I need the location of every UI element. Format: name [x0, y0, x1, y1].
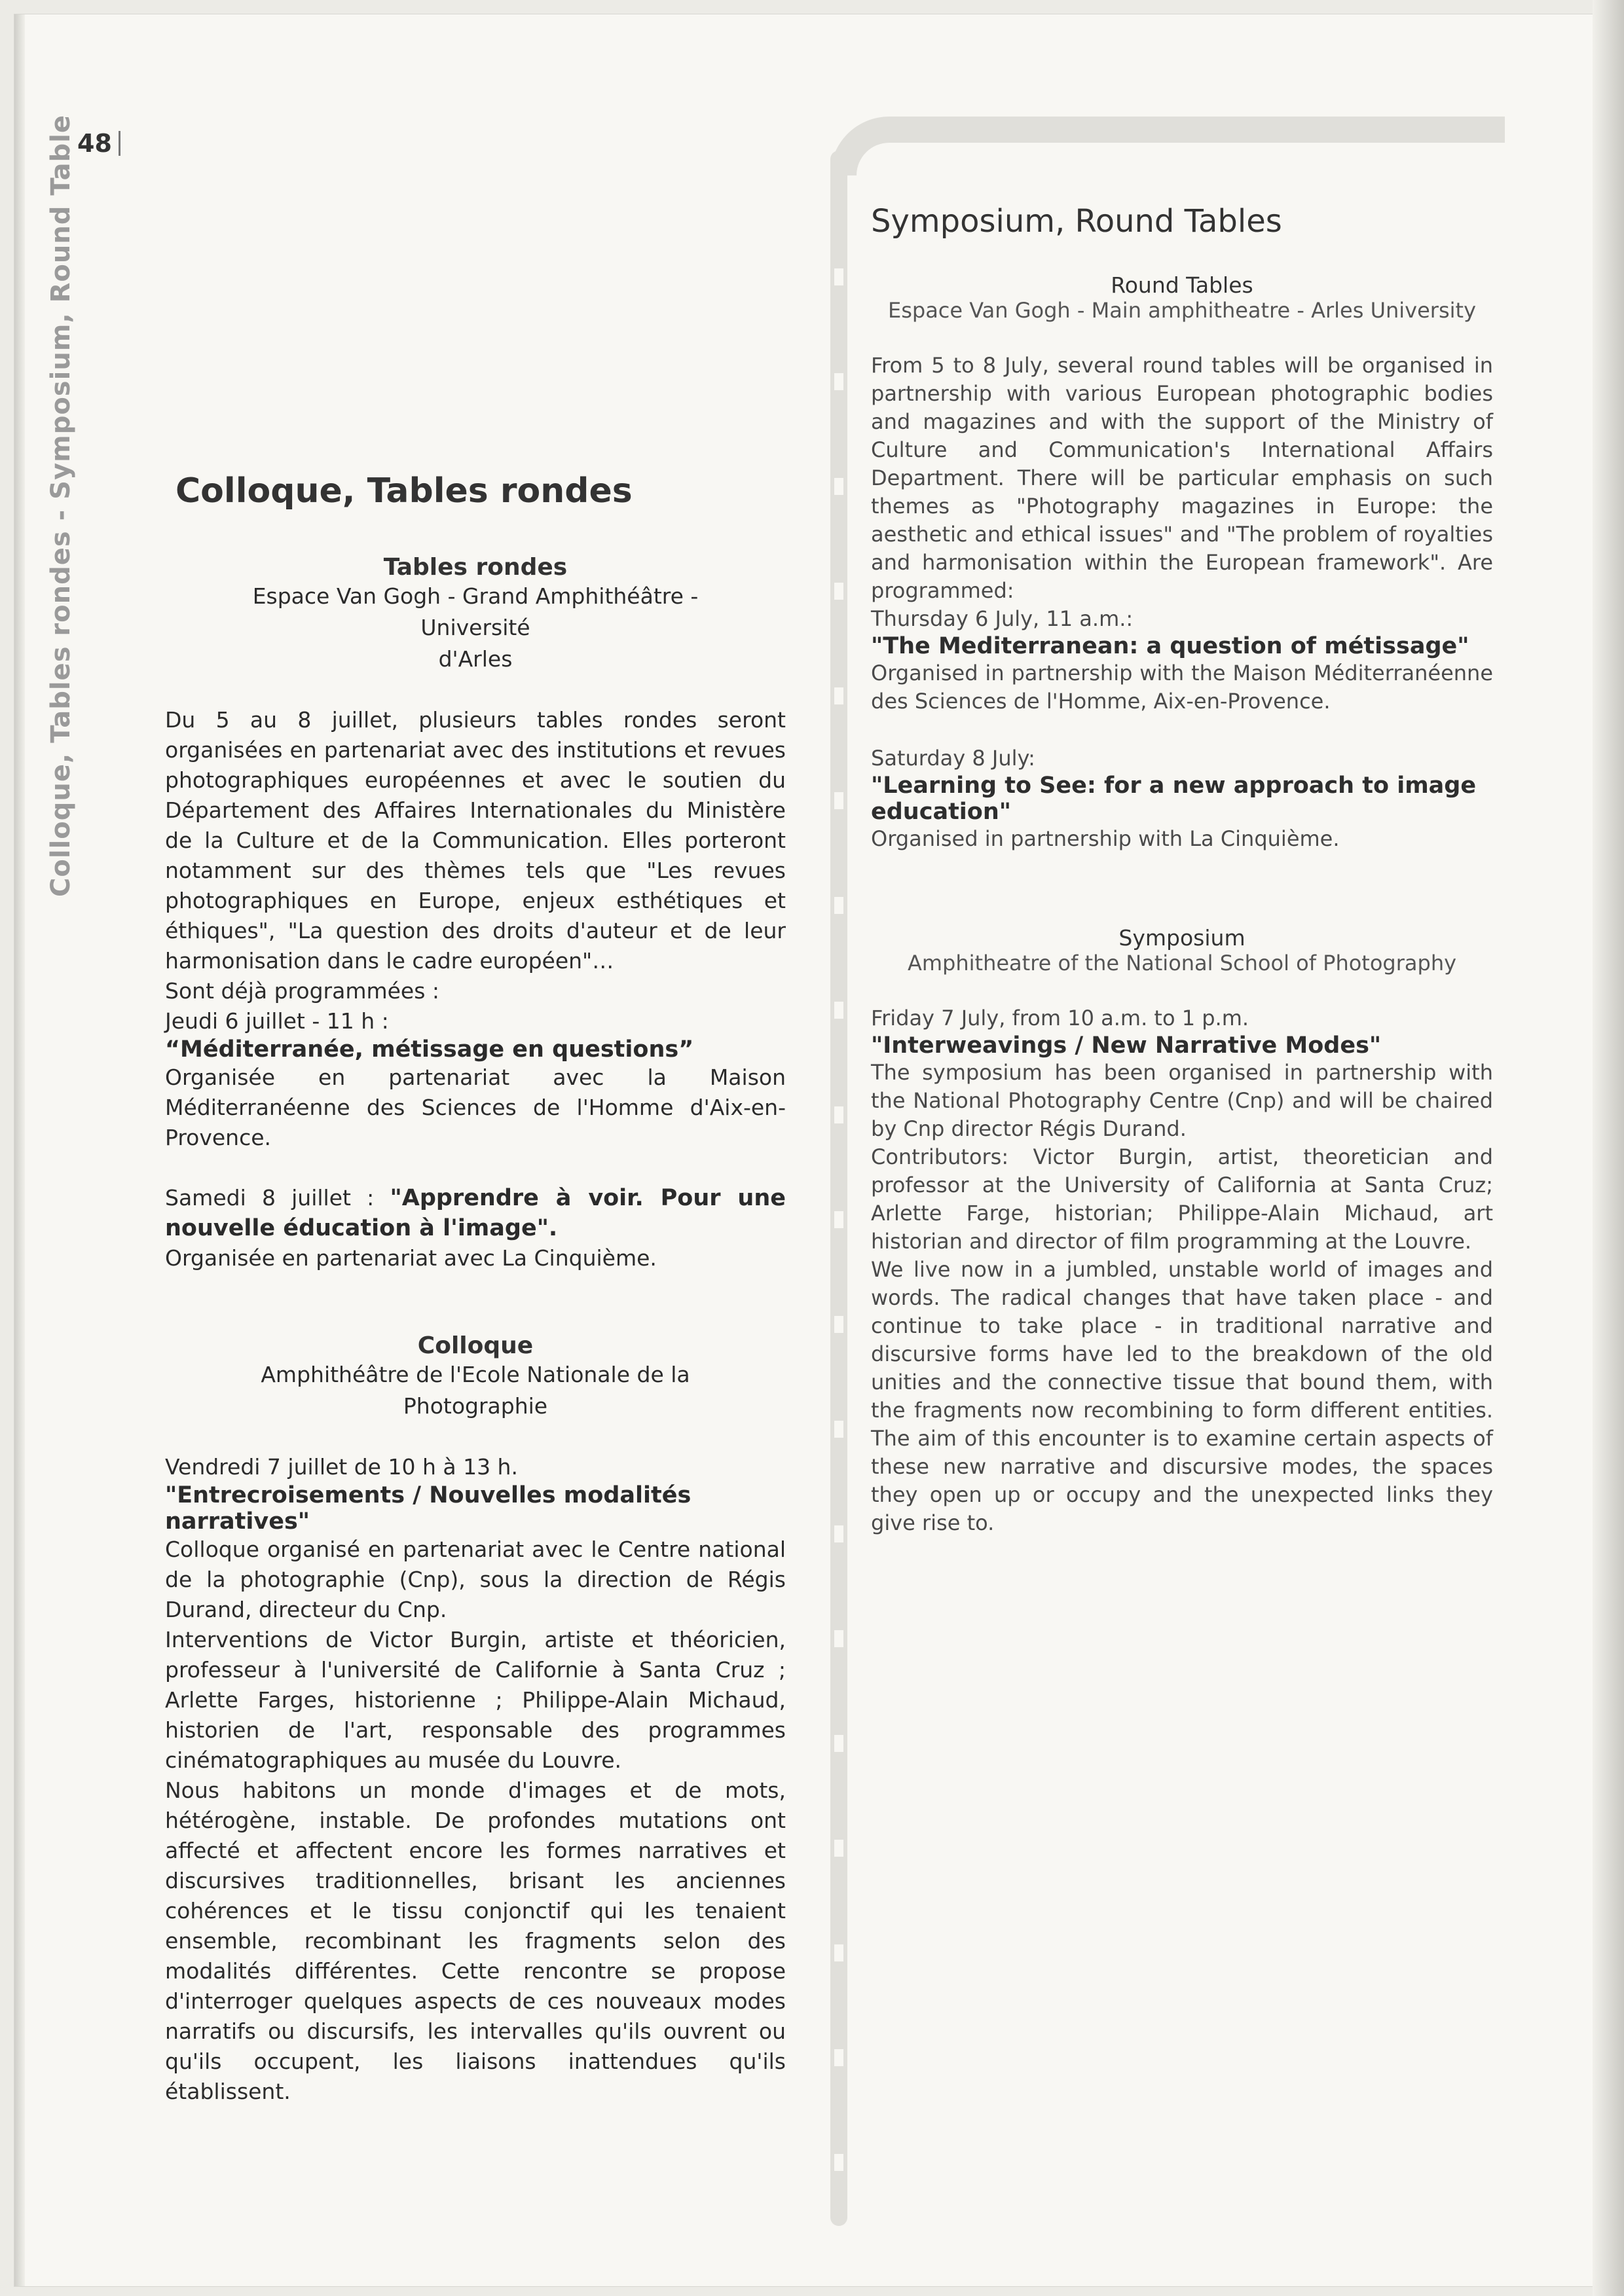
left-column-french	[165, 471, 786, 2107]
left-heading: Colloque, Tables rondes	[175, 471, 633, 511]
page-number: 48	[77, 131, 120, 156]
event1-description: Organisée en partenariat avec la Maison Méditerranéenne des Sciences de l'Homme d'Aix-en-Provence.	[165, 1065, 786, 1150]
rail-notch	[834, 1944, 843, 1961]
rail-notch	[834, 1002, 843, 1019]
rail-notch	[834, 268, 843, 285]
rt-event1-title: "The Mediterranean: a question of métissage"	[871, 633, 1469, 659]
tables-rondes-intro: Du 5 au 8 juillet, plusieurs tables rondes seront organisées en partenariat avec des institutions et revues photographiques européennes et avec le soutien du Département des Affaires Internationales du Ministère de la Culture et de la Communication. Elles porteront notamment sur des thèmes tels que "Les revues photographiques en Europe, enjeux esthétiques et éthiques", "La question des droits d'auteur et de leur harmonisation dans le cadre européen"…	[165, 707, 786, 974]
right-panel-english	[830, 98, 1495, 2232]
rail-notch	[834, 687, 843, 704]
event2-description: Organisée en partenariat avec La Cinquième.	[165, 1245, 657, 1271]
colloque-date: Vendredi 7 juillet de 10 h à 13 h.	[165, 1454, 518, 1480]
symposium-paragraph-1: The symposium has been organised in partnership with the National Photography Centre (Cnp) and will be chaired by Cnp director Régis Durand.	[871, 1060, 1493, 1141]
rail-notch	[834, 2049, 843, 2066]
tables-rondes-venue	[207, 581, 744, 675]
rt-event1-description: Organised in partnership with the Maison Méditerranéenne des Sciences de l'Homme, Aix-en-Provence.	[871, 661, 1493, 714]
rt-event2-title: "Learning to See: for a new approach to image education"	[871, 773, 1477, 825]
round-tables-venue: Espace Van Gogh - Main amphitheatre - Arles University	[887, 298, 1476, 323]
rail-notch	[834, 1316, 843, 1333]
rail-notch	[834, 1630, 843, 1647]
page-right-shadow	[1593, 0, 1624, 2296]
symposium-date: Friday 7 July, from 10 a.m. to 1 p.m.	[871, 1006, 1249, 1030]
rt-event2-date: Saturday 8 July:	[871, 746, 1035, 771]
rail-notch	[834, 478, 843, 495]
event2-title: "Apprendre à voir. Pour une nouvelle éducation à l'image".	[165, 1185, 786, 1241]
rail-notch	[834, 1106, 843, 1123]
colloque-paragraph-3: Nous habitons un monde d'images et de mots, hétérogène, instable. De profondes mutations ont affecté et affectent encore les formes narratives et discursives traditionnelles, brisant les anciennes cohérences et le tissu conjonctif qui les tenaient ensemble, recombinant les fragments selon des modalités différentes. Cette rencontre se propose d'interroger quelques aspects de ces nouveaux modes narratifs ou discursifs, les intervalles qu'ils ouvrent ou qu'ils occupent, les liaisons inattendues qu'ils établissent.	[165, 1777, 786, 2104]
rail-notch	[834, 1840, 843, 1857]
rail-notch	[834, 583, 843, 600]
rt-event1-date: Thursday 6 July, 11 a.m.:	[871, 606, 1134, 631]
bracket-decoration-rail	[830, 151, 847, 2226]
event1-title: “Méditerranée, métissage en questions”	[165, 1036, 694, 1063]
rail-notch	[834, 897, 843, 914]
event2-line	[165, 1183, 786, 1243]
event2-date: Samedi 8 juillet :	[165, 1185, 390, 1211]
rail-notch	[834, 373, 843, 390]
right-heading: Symposium, Round Tables	[871, 203, 1282, 240]
bracket-decoration-top	[830, 117, 1505, 175]
colloque-venue: Amphithéâtre de l'Ecole Nationale de la Photographie	[261, 1362, 690, 1419]
rail-notch	[834, 1525, 843, 1542]
rail-notch	[834, 1735, 843, 1752]
page-binding-edge	[14, 14, 25, 2286]
colloque-event-title: "Entrecroisements / Nouvelles modalités narratives"	[165, 1482, 692, 1535]
symposium-event-title: "Interweavings / New Narrative Modes"	[871, 1032, 1382, 1059]
symposium-paragraph-3: We live now in a jumbled, unstable world of images and words. The radical changes that have taken place - and continue to take place - in traditional narrative and discursive forms have led to the breakdown of the old unities and the connective tissue that bound them, with the fragments now recombining to form different entities. The aim of this encounter is to examine certain aspects of these new narrative and discursive modes, the spaces they open up or occupy and the unexpected links they give rise to.	[871, 1257, 1493, 1535]
right-content	[871, 203, 1493, 1537]
round-tables-intro: From 5 to 8 July, several round tables will be organised in partnership with various European photographic bodies and magazines and with the support of the Ministry of Culture and Communication's International Affairs Department. There will be particular emphasis on such themes as "Photography magazines in Europe: the aesthetic and ethical issues" and "The problem of royalties and harmonisation within the European framework". Are programmed:	[871, 353, 1493, 603]
side-running-title: Colloque, Tables rondes - Symposium, Round Table	[46, 115, 76, 897]
rt-event2-description: Organised in partnership with La Cinquième.	[871, 826, 1340, 851]
rail-notch	[834, 792, 843, 809]
tables-rondes-venue-line2: d'Arles	[438, 646, 513, 672]
colloque-title: Colloque	[417, 1332, 534, 1359]
tables-rondes-title: Tables rondes	[383, 554, 568, 581]
rail-notch	[834, 1421, 843, 1438]
rail-notch	[834, 1211, 843, 1228]
tables-rondes-programmed: Sont déjà programmées :	[165, 978, 440, 1004]
colloque-paragraph-1: Colloque organisé en partenariat avec le Centre national de la photographie (Cnp), sous la direction de Régis Durand, directeur du Cnp.	[165, 1537, 786, 1622]
symposium-venue: Amphitheatre of the National School of Photography	[907, 951, 1457, 975]
round-tables-title: Round Tables	[1111, 272, 1253, 298]
tables-rondes-venue-line1: Espace Van Gogh - Grand Amphithéâtre - Université	[252, 583, 699, 640]
symposium-paragraph-2: Contributors: Victor Burgin, artist, theoretician and professor at the University of California at Santa Cruz; Arlette Farge, historian; Philippe-Alain Michaud, art historian and director of film programming at the Louvre.	[871, 1144, 1493, 1254]
colloque-paragraph-2: Interventions de Victor Burgin, artiste et théoricien, professeur à l'université de Californie à Santa Cruz ; Arlette Farges, historienne ; Philippe-Alain Michaud, historien de l'art, responsable des programmes cinématographiques au musée du Louvre.	[165, 1627, 786, 1773]
event1-date: Jeudi 6 juillet - 11 h :	[165, 1008, 389, 1034]
rail-notch	[834, 2154, 843, 2171]
symposium-title: Symposium	[1118, 925, 1246, 951]
